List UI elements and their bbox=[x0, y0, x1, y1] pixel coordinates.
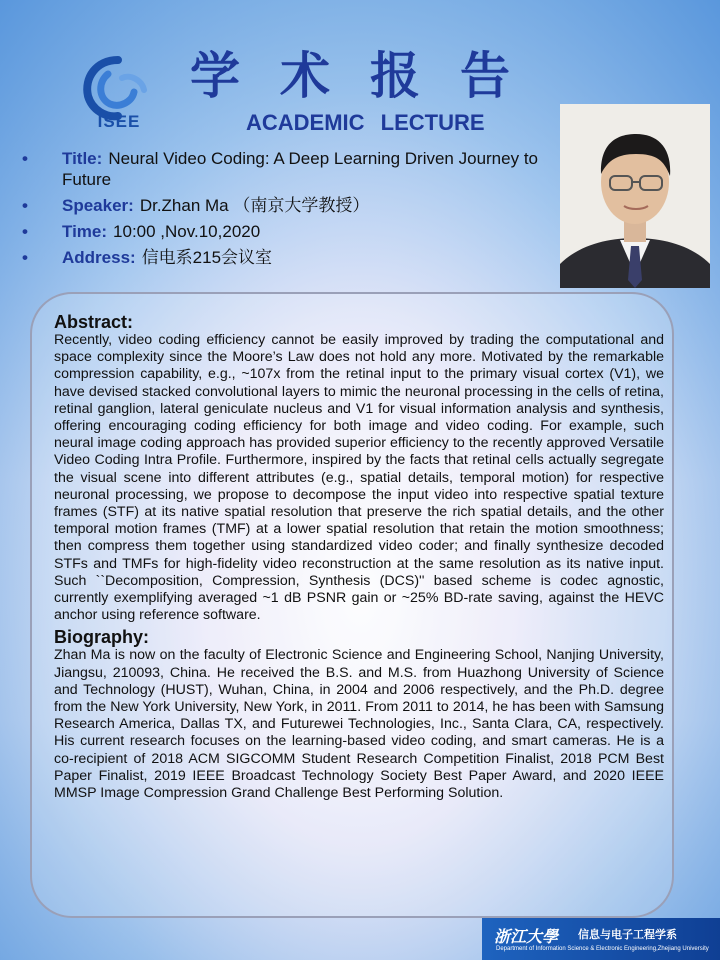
biography-heading: Biography: bbox=[54, 627, 150, 648]
time-label: Time: bbox=[62, 222, 108, 241]
biography-text: Zhan Ma is now on the faculty of Electronic Science and Engineering School, Nanjing University, Jiangsu, 210093, China. He received the B.S. and M.S. from Huazhong University of Science and Technology (HUST), Wuhan, China, in 2004 and 2006 respectively, and the Ph.D. degree from the New York University, New York, in 2011. From 2011 to 2014, he has been with Samsung Research America, Dallas TX, and Futurewei Technologies, Inc., Santa Clara, CA, respectively. His current research focuses on the learning-based video coding, and smart cameras. He is a co-recipient of 2018 ACM SIGCOMM Student Research Competition Finalist, 2018 PCM Best Paper Finalist, 2019 IEEE Broadcast Technology Society Best Paper Award, and 2020 IEEE MMSP Image Compression Grand Challenge Best Performing Solution. bbox=[54, 647, 664, 802]
title-label: Title: bbox=[62, 149, 103, 168]
bullet: • bbox=[22, 222, 28, 241]
logo-text: ISEE bbox=[97, 112, 141, 131]
speaker-label: Speaker: bbox=[62, 196, 134, 215]
page-title-cn: 学术报告 bbox=[190, 47, 550, 105]
time-value: 10:00 ,Nov.10,2020 bbox=[113, 222, 261, 241]
abstract-text: Recently, video coding efficiency cannot be easily improved by trading the computational and space complexity since the Moore’s Law does not hold any more. Motivated by the remarkable compression capability, e.g., ~107x from the retinal input to the primary visual cortex (V1), we have devised stacked convolutional layers to mimic the neuronal processing in the cells of retina, retinal ganglion, lateral geniculate nucleus and V1 for visual information analysis and synthesis, offering encouraging coding efficiency for both image and video coding. For example, such neural image coding approach has provided superior efficiency to the recently approved Versatile Video Coding Intra Profile. Furthermore, inspired by the facts that retinal cells actually segregate the visual scene into different attributes (e.g., spatial details, temporal motion) for respective neuronal processing, we propose to decompose the input video into respective spatial texture frames (STF) at its native spatial resolution that preserve the rich spatial details, and the other temporal motion frames (TMF) at a lower spatial resolution that retain the motion smoothness; then compress them together using standardized video coder; and finally synthesize decoded STFs and TMFs for high-fidelity video reconstruction at the same resolution as its native input. Such ``Decomposition, Compression, Synthesis (DCS)'' based scheme is codec agnostic, currently exemplifying averaged ~1 dB PSNR gain or ~25% BD-rate saving, against the HEVC anchor using reference software. bbox=[54, 332, 664, 624]
department-name-en: Department of Information Science & Electronic Engineering,Zhejiang University bbox=[496, 946, 709, 952]
bullet: • bbox=[22, 248, 28, 267]
department-name: 信息与电子工程学系 bbox=[578, 929, 677, 941]
abstract-heading: Abstract: bbox=[54, 312, 134, 332]
speaker-photo bbox=[560, 104, 710, 288]
title-value: Neural Video Coding: A Deep Learning Driven Journey to Future bbox=[62, 149, 538, 189]
title-row bbox=[18, 148, 558, 190]
time-row bbox=[18, 221, 558, 242]
speaker-row bbox=[18, 195, 558, 216]
bullet: • bbox=[22, 196, 28, 215]
university-name: 浙江大學 bbox=[494, 927, 559, 946]
lecture-info bbox=[18, 148, 558, 273]
address-label: Address: bbox=[62, 248, 136, 267]
page-title-en: ACADEMIC LECTURE bbox=[246, 110, 485, 135]
content bbox=[54, 312, 664, 802]
address-value: 信电系215会议室 bbox=[141, 248, 273, 267]
speaker-value: Dr.Zhan Ma （南京大学教授） bbox=[139, 196, 370, 215]
footer-banner bbox=[482, 918, 720, 960]
address-row bbox=[18, 247, 558, 268]
bullet: • bbox=[22, 149, 28, 168]
